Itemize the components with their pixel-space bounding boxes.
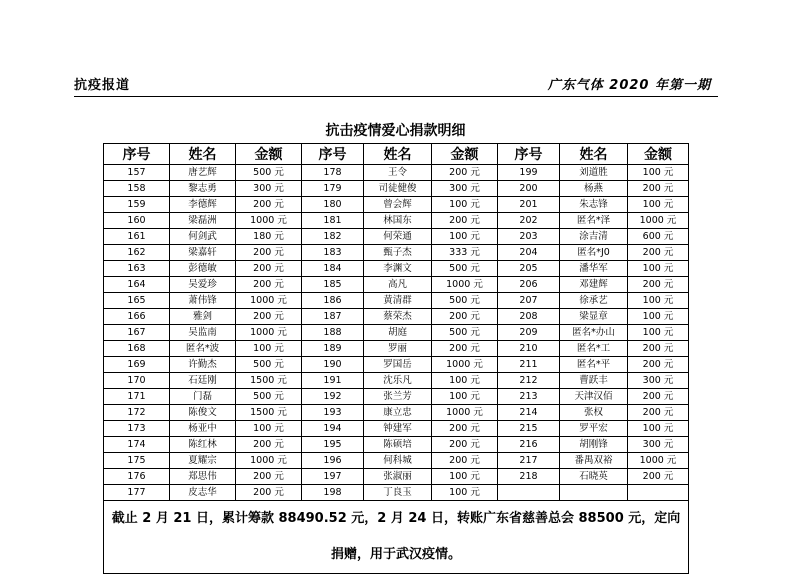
table-cell: 100 元 — [236, 341, 302, 357]
page-title: 抗击疫情爱心捐款明细 — [325, 123, 466, 139]
table-cell: 300 元 — [236, 181, 302, 197]
table-cell: 188 — [302, 325, 364, 341]
table-row — [104, 341, 689, 357]
summary-row — [104, 501, 689, 574]
table-cell: 胡刚锋 — [560, 437, 628, 453]
table-cell: 何剑武 — [170, 229, 236, 245]
table-cell: 215 — [498, 421, 560, 437]
table-cell: 朱志锋 — [560, 197, 628, 213]
table-cell: 1000 元 — [236, 453, 302, 469]
table-cell: 黎志勇 — [170, 181, 236, 197]
header-right: 广东气体 2020 年第一期 — [547, 78, 711, 93]
table-cell: 梁磊洲 — [170, 213, 236, 229]
table-cell: 200 元 — [236, 437, 302, 453]
table-cell: 沈乐凡 — [364, 373, 432, 389]
table-row — [104, 437, 689, 453]
table-row — [104, 469, 689, 485]
table-row — [104, 181, 689, 197]
table-cell: 石廷刚 — [170, 373, 236, 389]
table-cell: 178 — [302, 165, 364, 181]
table-row — [104, 405, 689, 421]
table-cell: 186 — [302, 293, 364, 309]
table-row — [104, 373, 689, 389]
table-cell: 吴监南 — [170, 325, 236, 341]
table-row — [104, 293, 689, 309]
table-cell: 100 元 — [628, 165, 689, 181]
table-row — [104, 357, 689, 373]
table-cell: 皮志华 — [170, 485, 236, 501]
table-row — [104, 229, 689, 245]
table-cell: 199 — [498, 165, 560, 181]
table-cell: 潘华军 — [560, 261, 628, 277]
table-cell: 159 — [104, 197, 170, 213]
donation-table — [103, 143, 689, 574]
table-cell: 174 — [104, 437, 170, 453]
table-cell: 郑思伟 — [170, 469, 236, 485]
table-cell: 217 — [498, 453, 560, 469]
table-cell: 164 — [104, 277, 170, 293]
table-cell: 203 — [498, 229, 560, 245]
table-cell: 100 元 — [432, 389, 498, 405]
table-row — [104, 421, 689, 437]
table-cell: 钟建军 — [364, 421, 432, 437]
table-cell: 179 — [302, 181, 364, 197]
table-cell: 216 — [498, 437, 560, 453]
table-cell: 匿名*泽 — [560, 213, 628, 229]
table-cell: 207 — [498, 293, 560, 309]
table-row — [104, 165, 689, 181]
table-cell: 200 元 — [432, 421, 498, 437]
table-cell: 100 元 — [432, 373, 498, 389]
column-header: 金额 — [432, 144, 498, 165]
table-cell: 雅剑 — [170, 309, 236, 325]
table-cell: 189 — [302, 341, 364, 357]
table-cell: 333 元 — [432, 245, 498, 261]
table-cell: 司徒健俊 — [364, 181, 432, 197]
table-cell: 刘道胜 — [560, 165, 628, 181]
table-cell: 100 元 — [236, 421, 302, 437]
table-cell: 185 — [302, 277, 364, 293]
table-cell: 200 元 — [236, 261, 302, 277]
table-cell: 200 元 — [628, 389, 689, 405]
table-cell — [628, 485, 689, 501]
column-header: 序号 — [302, 144, 364, 165]
table-cell: 唐艺辉 — [170, 165, 236, 181]
table-cell: 1000 元 — [236, 293, 302, 309]
table-cell: 罗丽 — [364, 341, 432, 357]
table-cell: 209 — [498, 325, 560, 341]
table-cell: 1000 元 — [432, 277, 498, 293]
table-row — [104, 245, 689, 261]
table-cell: 211 — [498, 357, 560, 373]
table-cell: 陈硕培 — [364, 437, 432, 453]
table-row — [104, 213, 689, 229]
table-cell: 200 元 — [628, 245, 689, 261]
table-cell: 1000 元 — [432, 357, 498, 373]
table-cell: 161 — [104, 229, 170, 245]
table-cell: 300 元 — [628, 373, 689, 389]
table-cell: 600 元 — [628, 229, 689, 245]
table-cell: 100 元 — [432, 485, 498, 501]
table-cell: 197 — [302, 469, 364, 485]
table-cell: 213 — [498, 389, 560, 405]
column-header: 金额 — [236, 144, 302, 165]
table-cell: 200 元 — [628, 181, 689, 197]
table-cell: 何科城 — [364, 453, 432, 469]
table-cell: 200 元 — [432, 341, 498, 357]
table-cell: 500 元 — [236, 389, 302, 405]
table-cell: 170 — [104, 373, 170, 389]
table-cell: 100 元 — [628, 293, 689, 309]
table-cell: 100 元 — [628, 197, 689, 213]
table-row — [104, 485, 689, 501]
table-cell: 167 — [104, 325, 170, 341]
table-cell: 177 — [104, 485, 170, 501]
table-cell: 100 元 — [628, 309, 689, 325]
table-cell: 190 — [302, 357, 364, 373]
table-cell: 172 — [104, 405, 170, 421]
table-cell: 丁良玉 — [364, 485, 432, 501]
table-cell: 康立忠 — [364, 405, 432, 421]
table-cell: 1000 元 — [236, 213, 302, 229]
table-cell: 193 — [302, 405, 364, 421]
table-cell: 100 元 — [432, 197, 498, 213]
table-cell: 201 — [498, 197, 560, 213]
table-cell: 1500 元 — [236, 405, 302, 421]
header-left: 抗疫报道 — [74, 78, 131, 93]
table-cell: 高凡 — [364, 277, 432, 293]
table-cell: 李渊文 — [364, 261, 432, 277]
table-cell: 204 — [498, 245, 560, 261]
table-cell: 200 — [498, 181, 560, 197]
table-cell: 500 元 — [432, 325, 498, 341]
table-cell: 180 元 — [236, 229, 302, 245]
table-cell: 500 元 — [236, 357, 302, 373]
table-cell: 许勤杰 — [170, 357, 236, 373]
table-cell: 200 元 — [432, 437, 498, 453]
table-cell: 208 — [498, 309, 560, 325]
table-cell: 173 — [104, 421, 170, 437]
table-cell: 陈俊文 — [170, 405, 236, 421]
table-cell: 200 元 — [432, 165, 498, 181]
table-cell: 500 元 — [236, 165, 302, 181]
table-row — [104, 277, 689, 293]
table-cell: 番禺双裕 — [560, 453, 628, 469]
table-cell: 张权 — [560, 405, 628, 421]
table-cell: 彭德敏 — [170, 261, 236, 277]
table-cell: 1000 元 — [628, 453, 689, 469]
table-header-row — [104, 144, 689, 165]
column-header: 序号 — [498, 144, 560, 165]
table-cell: 210 — [498, 341, 560, 357]
table-cell: 匿名*办山 — [560, 325, 628, 341]
table-cell: 180 — [302, 197, 364, 213]
table-cell: 158 — [104, 181, 170, 197]
table-cell: 212 — [498, 373, 560, 389]
table-cell: 胡庭 — [364, 325, 432, 341]
table-cell: 200 元 — [432, 453, 498, 469]
table-cell: 202 — [498, 213, 560, 229]
table-cell: 200 元 — [236, 469, 302, 485]
table-cell: 邓建辉 — [560, 277, 628, 293]
table-cell: 匿名*波 — [170, 341, 236, 357]
table-cell: 匿名*J0 — [560, 245, 628, 261]
table-cell: 500 元 — [432, 261, 498, 277]
table-cell: 何荣通 — [364, 229, 432, 245]
table-cell: 张兰芳 — [364, 389, 432, 405]
table-cell: 218 — [498, 469, 560, 485]
table-cell: 187 — [302, 309, 364, 325]
table-cell: 192 — [302, 389, 364, 405]
table-cell: 166 — [104, 309, 170, 325]
column-header: 姓名 — [170, 144, 236, 165]
table-cell: 176 — [104, 469, 170, 485]
table-cell: 200 元 — [432, 213, 498, 229]
table-cell: 191 — [302, 373, 364, 389]
table-cell: 匿名*工 — [560, 341, 628, 357]
table-cell: 100 元 — [628, 421, 689, 437]
table-cell: 李德辉 — [170, 197, 236, 213]
table-cell: 300 元 — [628, 437, 689, 453]
table-cell: 曹跃丰 — [560, 373, 628, 389]
table-cell: 夏耀宗 — [170, 453, 236, 469]
table-cell: 184 — [302, 261, 364, 277]
column-header: 金额 — [628, 144, 689, 165]
table-cell: 曾会辉 — [364, 197, 432, 213]
table-cell: 200 元 — [628, 405, 689, 421]
table-row — [104, 325, 689, 341]
table-cell: 梁显章 — [560, 309, 628, 325]
table-cell: 200 元 — [432, 309, 498, 325]
table-cell: 200 元 — [628, 469, 689, 485]
header-divider — [74, 96, 718, 97]
table-cell: 黄清群 — [364, 293, 432, 309]
table-cell: 214 — [498, 405, 560, 421]
table-cell: 300 元 — [432, 181, 498, 197]
column-header: 姓名 — [560, 144, 628, 165]
table-cell: 200 元 — [628, 341, 689, 357]
table-cell: 200 元 — [236, 197, 302, 213]
table-cell: 206 — [498, 277, 560, 293]
table-body — [104, 165, 689, 501]
table-row — [104, 309, 689, 325]
table-cell: 194 — [302, 421, 364, 437]
table-cell: 杨亚中 — [170, 421, 236, 437]
table-cell: 200 元 — [236, 309, 302, 325]
table-cell: 200 元 — [628, 357, 689, 373]
table-cell — [560, 485, 628, 501]
table-cell: 198 — [302, 485, 364, 501]
table-cell: 100 元 — [432, 469, 498, 485]
table-cell: 1000 元 — [236, 325, 302, 341]
table-cell: 157 — [104, 165, 170, 181]
table-cell: 梁嘉轩 — [170, 245, 236, 261]
table-cell: 200 元 — [236, 485, 302, 501]
table-cell: 罗国岳 — [364, 357, 432, 373]
table-cell: 183 — [302, 245, 364, 261]
table-cell: 张淑丽 — [364, 469, 432, 485]
table-cell: 吴爱珍 — [170, 277, 236, 293]
table-cell: 160 — [104, 213, 170, 229]
column-header: 姓名 — [364, 144, 432, 165]
table-cell: 169 — [104, 357, 170, 373]
table-cell: 陈红林 — [170, 437, 236, 453]
table-cell: 195 — [302, 437, 364, 453]
table-cell: 100 元 — [628, 261, 689, 277]
table-cell: 1000 元 — [628, 213, 689, 229]
table-cell: 1000 元 — [432, 405, 498, 421]
table-cell: 蔡荣杰 — [364, 309, 432, 325]
table-cell: 182 — [302, 229, 364, 245]
table-cell: 杨燕 — [560, 181, 628, 197]
table-cell: 162 — [104, 245, 170, 261]
table-cell: 200 元 — [236, 245, 302, 261]
table-cell: 涂吉清 — [560, 229, 628, 245]
table-row — [104, 453, 689, 469]
table-row — [104, 197, 689, 213]
table-cell: 100 元 — [432, 229, 498, 245]
table-cell: 甄子杰 — [364, 245, 432, 261]
table-cell: 163 — [104, 261, 170, 277]
table-cell: 萧伟锋 — [170, 293, 236, 309]
table-cell: 100 元 — [628, 325, 689, 341]
table-cell: 175 — [104, 453, 170, 469]
table-cell: 石晓英 — [560, 469, 628, 485]
table-cell: 171 — [104, 389, 170, 405]
table-row — [104, 389, 689, 405]
table-cell: 匿名*平 — [560, 357, 628, 373]
table-cell: 罗平宏 — [560, 421, 628, 437]
table-cell: 500 元 — [432, 293, 498, 309]
table-cell: 196 — [302, 453, 364, 469]
table-cell: 200 元 — [628, 277, 689, 293]
table-cell: 1500 元 — [236, 373, 302, 389]
table-cell: 205 — [498, 261, 560, 277]
table-cell: 徐承艺 — [560, 293, 628, 309]
table-cell: 王令 — [364, 165, 432, 181]
table-cell: 165 — [104, 293, 170, 309]
table-row — [104, 261, 689, 277]
summary-text: 截止 2 月 21 日，累计筹款 88490.52 元，2 月 24 日，转账广东省慈善总会 88500 元，定向捐赠，用于武汉疫情。 — [104, 501, 689, 574]
table-cell — [498, 485, 560, 501]
table-cell: 林国东 — [364, 213, 432, 229]
table-cell: 200 元 — [236, 277, 302, 293]
table-cell: 168 — [104, 341, 170, 357]
table-cell: 天津汉佰 — [560, 389, 628, 405]
table-cell: 门磊 — [170, 389, 236, 405]
column-header: 序号 — [104, 144, 170, 165]
table-cell: 181 — [302, 213, 364, 229]
